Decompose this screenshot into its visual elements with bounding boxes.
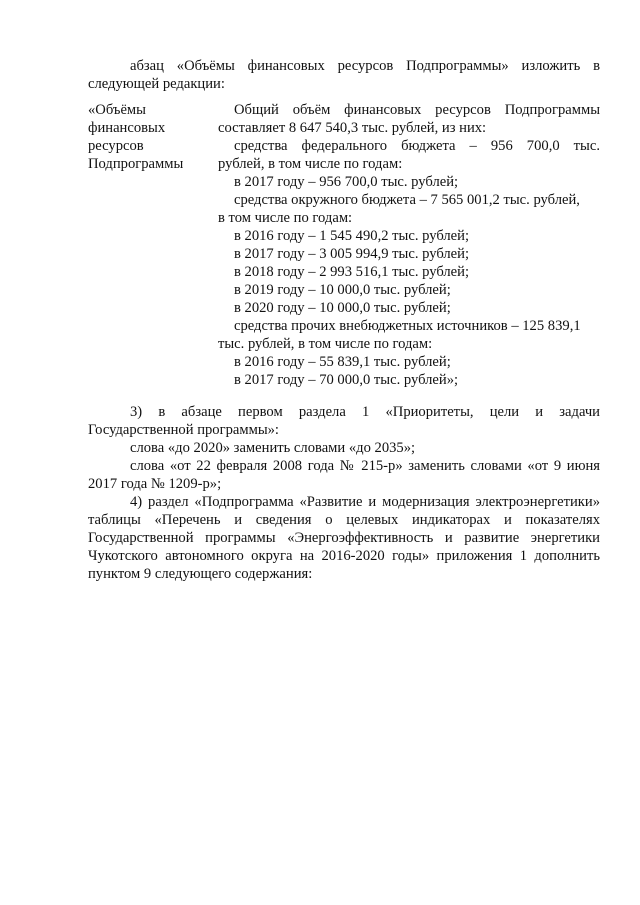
table-label-line: ресурсов [88,138,144,154]
intro-line-2: следующей редакции: [88,76,225,92]
item-4-line-5: пунктом 9 следующего содержания: [88,566,313,582]
item-3-line-1: 3) в абзаце первом раздела 1 «Приоритеты, цели и задачи [130,404,600,420]
table-content-line: в 2020 году – 10 000,0 тыс. рублей; [234,300,451,316]
table-content-line: тыс. рублей, в том числе по годам: [218,336,433,352]
item-3-sub-2-line-2: 2017 года № 1209-р»; [88,476,222,492]
intro-line-1: абзац «Объёмы финансовых ресурсов Подпрограммы» изложить в [130,58,600,74]
table-label-line: финансовых [88,120,166,136]
table-content-line: в 2016 году – 1 545 490,2 тыс. рублей; [234,228,470,244]
table-content-line: рублей, в том числе по годам: [218,156,403,172]
item-4-line-2: таблицы «Перечень и сведения о целевых индикаторах и показателях [88,512,600,528]
table-content-line: в 2017 году – 956 700,0 тыс. рублей; [234,174,459,190]
table-content-line: в 2017 году – 70 000,0 тыс. рублей»; [234,372,459,388]
table-content-line: в 2018 году – 2 993 516,1 тыс. рублей; [234,264,470,280]
item-3-line-2: Государственной программы»: [88,422,279,438]
item-4-line-4: Чукотского автономного округа на 2016-2020 годы» приложения 1 дополнить [88,548,600,564]
table-content-line: в 2017 году – 3 005 994,9 тыс. рублей; [234,246,470,262]
table-content-line: в 2016 году – 55 839,1 тыс. рублей; [234,354,451,370]
table-content-line: в 2019 году – 10 000,0 тыс. рублей; [234,282,451,298]
item-3-sub-2-line-1: слова «от 22 февраля 2008 года № 215-р» заменить словами «от 9 июня [130,458,600,474]
table-label-line: Подпрограммы [88,156,184,172]
item-3-sub-1: слова «до 2020» заменить словами «до 2035»; [130,440,416,456]
table-content-line: в том числе по годам: [218,210,353,226]
item-4-line-1: 4) раздел «Подпрограмма «Развитие и модернизация электроэнергетики» [130,494,600,510]
table-content-line: Общий объём финансовых ресурсов Подпрограммы [234,102,600,118]
table-content-line: средства прочих внебюджетных источников – 125 839,1 [234,318,581,334]
table-content-line: составляет 8 647 540,3 тыс. рублей, из них: [218,120,487,136]
table-content-line: средства окружного бюджета – 7 565 001,2 тыс. рублей, [234,192,580,208]
table-label-line: «Объёмы [88,102,146,118]
table-content-line: средства федерального бюджета – 956 700,0 тыс. [234,138,600,154]
item-4-line-3: Государственной программы «Энергоэффективность и развитие энергетики [88,530,600,546]
